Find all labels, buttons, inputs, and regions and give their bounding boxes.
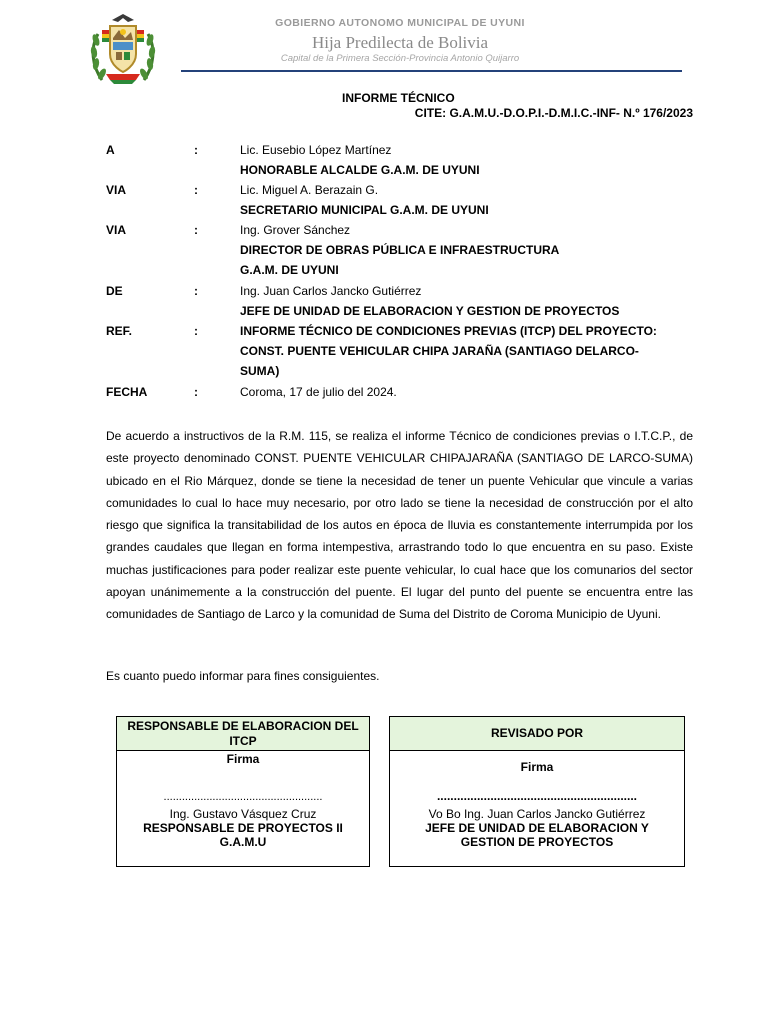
signature-area — [390, 751, 684, 849]
address-name: Ing. Grover Sánchez — [240, 223, 351, 237]
signer-role: GESTION DE PROYECTOS — [460, 835, 614, 849]
address-name: Lic. Miguel A. Berazain G. — [240, 183, 379, 197]
reference-line: CONST. PUENTE VEHICULAR CHIPA JARAÑA (SANTIAGO DELARCO- — [240, 344, 639, 358]
header-divider — [181, 70, 682, 72]
address-role: HONORABLE ALCALDE G.A.M. DE UYUNI — [240, 163, 480, 177]
address-label: FECHA — [106, 385, 148, 399]
closing-line: Es cuanto puedo informar para fines consiguientes. — [106, 669, 380, 683]
signature-line: ............................................................ — [436, 789, 638, 803]
address-label: VIA — [106, 223, 127, 237]
signature-box-reviewer — [389, 716, 685, 867]
address-label: A — [106, 143, 115, 157]
address-colon: : — [194, 183, 198, 197]
address-role: DIRECTOR DE OBRAS PÚBLICA E INFRAESTRUCTURA — [240, 243, 560, 257]
address-colon: : — [194, 385, 198, 399]
signature-box-header: RESPONSABLE DE ELABORACION DEL ITCP — [117, 717, 369, 751]
signature-box-header: REVISADO POR — [390, 717, 684, 751]
address-role: JEFE DE UNIDAD DE ELABORACION Y GESTION DE PROYECTOS — [240, 304, 620, 318]
report-cite: CITE: G.A.M.U.-D.O.P.I.-D.M.I.C.-INF- N.º 176/2023 — [414, 106, 693, 120]
report-title: INFORME TÉCNICO — [342, 91, 455, 105]
address-colon: : — [194, 223, 198, 237]
date-value: Coroma, 17 de julio del 2024. — [240, 385, 397, 399]
signature-label: Firma — [520, 760, 554, 774]
signature-label: Firma — [226, 752, 260, 766]
header-title: Hija Predilecta de Bolivia — [311, 33, 489, 52]
address-colon: : — [194, 284, 198, 298]
signer-role: RESPONSABLE DE PROYECTOS II — [143, 821, 343, 835]
reference-line: INFORME TÉCNICO DE CONDICIONES PREVIAS (ITCP) DEL PROYECTO: — [240, 324, 657, 338]
address-name: Ing. Juan Carlos Jancko Gutiérrez — [240, 284, 422, 298]
address-label: DE — [106, 284, 123, 298]
signer-role: JEFE DE UNIDAD DE ELABORACION Y — [425, 821, 649, 835]
body-paragraph: De acuerdo a instructivos de la R.M. 115, se realiza el informe Técnico de condiciones previas o I.T.C.P., de este proyecto denominado CONST. PUENTE VEHICULAR CHIPAJARAÑA (SANTIAGO DE LARCO-SUMA) ubicado en el Rio Márquez, donde se tiene la necesidad de tener un puente Vehicular que vincule a varias comunidades lo cual lo hace muy necesario, por otro lado se tiene la necesidad de construcción por el alto riesgo que significa la transitabilidad de los autos en época de lluvia es constantemente interrumpida por los grandes caudales que llegan en forma intempestiva, arrastrando todo lo que encuentra en su paso. Existe muchas justificaciones para poder realizar este puente vehicular, lo cual hace que los comunarios del sector apoyan unánimemente a la construcción del puente. El lugar del punto del puente se encuentra entre las comunidades de Santiago de Larco y la comunidad de Suma del Distrito de Coroma Municipio de Uyuni. — [106, 429, 693, 622]
signer-role: G.A.M.U — [219, 835, 267, 849]
address-name: Lic. Eusebio López Martínez — [240, 143, 392, 157]
header-organization: GOBIERNO AUTONOMO MUNICIPAL DE UYUNI — [275, 17, 525, 29]
signer-name: Vo Bo Ing. Juan Carlos Jancko Gutiérrez — [428, 807, 646, 821]
address-label: REF. — [106, 324, 133, 338]
signature-line: .................................................... — [163, 791, 323, 803]
signature-area — [117, 751, 369, 849]
address-role: G.A.M. DE UYUNI — [240, 263, 339, 277]
header-subtitle: Capital de la Primera Sección-Provincia Antonio Quijarro — [280, 53, 520, 64]
address-colon: : — [194, 324, 198, 338]
address-colon: : — [194, 143, 198, 157]
coat-of-arms-icon — [88, 10, 158, 90]
address-label: VIA — [106, 183, 127, 197]
reference-line: SUMA) — [240, 364, 280, 378]
signer-name: Ing. Gustavo Vásquez Cruz — [169, 807, 317, 821]
address-role: SECRETARIO MUNICIPAL G.A.M. DE UYUNI — [240, 203, 489, 217]
signature-box-preparer — [116, 716, 370, 867]
